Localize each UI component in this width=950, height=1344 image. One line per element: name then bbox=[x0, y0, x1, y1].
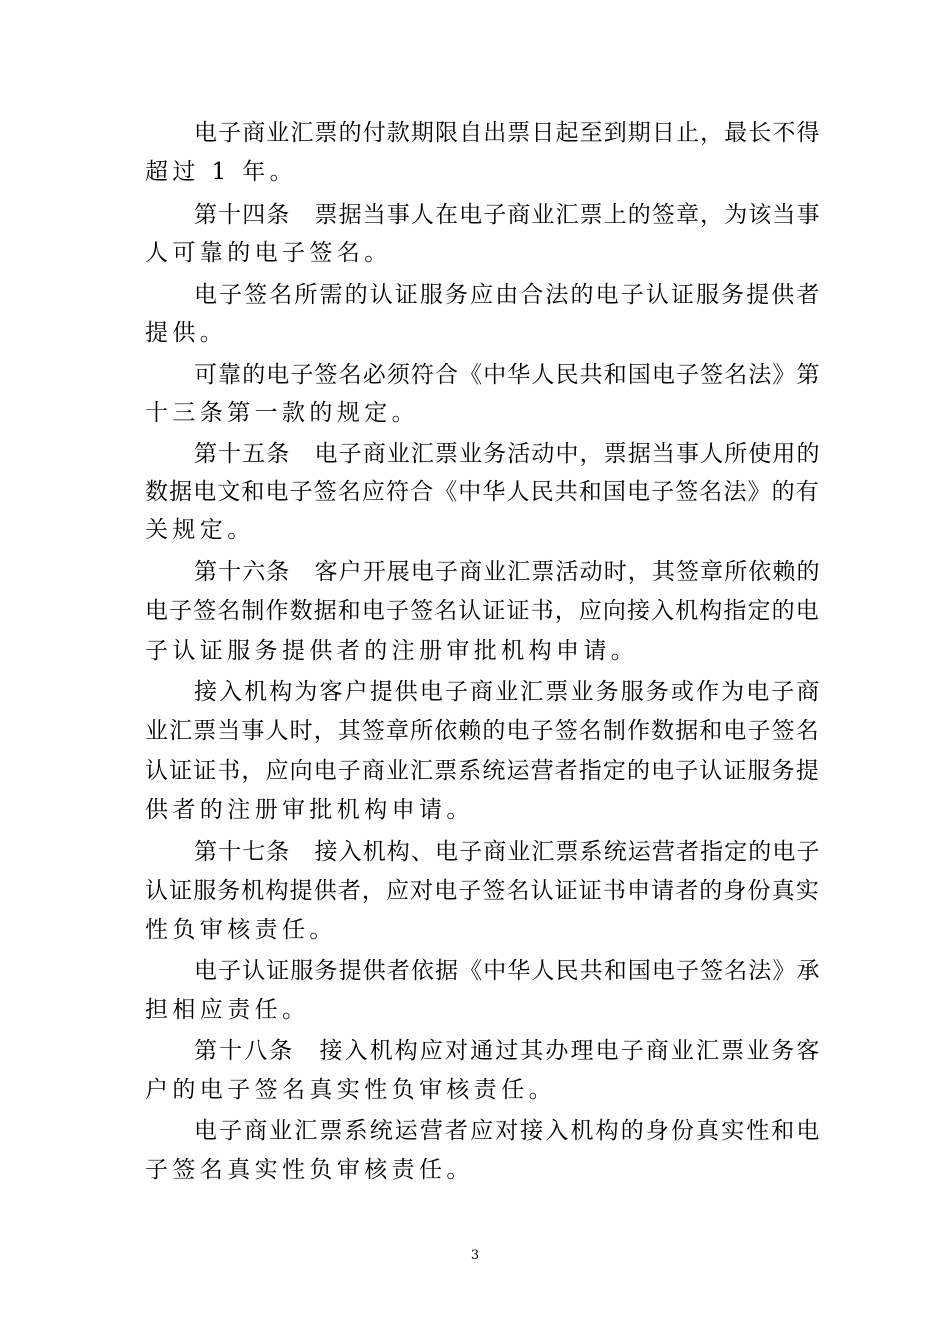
paragraph-line: 电子认证服务提供者依据《中华人民共和国电子签名法》承 bbox=[194, 958, 821, 984]
paragraph-line: 认证证书，应向电子商业汇票系统运营者指定的电子认证服务提 bbox=[145, 758, 820, 784]
paragraph-line: 供者的注册审批机构申请。 bbox=[145, 797, 474, 823]
paragraph-line: 认证服务机构提供者，应对电子签名认证证书申请者的身份真实 bbox=[145, 878, 820, 904]
paragraph-line: 子签名真实性负审核责任。 bbox=[145, 1157, 474, 1183]
paragraph-line: 第十四条 票据当事人在电子商业汇票上的签章，为该当事 bbox=[194, 202, 821, 228]
paragraph-line: 数据电文和电子签名应符合《中华人民共和国电子签名法》的有 bbox=[145, 479, 820, 505]
paragraph-line: 人可靠的电子签名。 bbox=[145, 240, 392, 266]
paragraph-line: 第十七条 接入机构、电子商业汇票系统运营者指定的电子 bbox=[194, 839, 821, 865]
paragraph-line: 电子签名所需的认证服务应由合法的电子认证服务提供者 bbox=[194, 282, 822, 308]
paragraph-line: 户的电子签名真实性负审核责任。 bbox=[145, 1077, 556, 1103]
paragraph-line: 电子签名制作数据和电子签名认证证书，应向接入机构指定的电 bbox=[145, 598, 820, 624]
paragraph-line: 十三条第一款的规定。 bbox=[145, 400, 419, 426]
paragraph-line: 业汇票当事人时，其签章所依赖的电子签名制作数据和电子签名 bbox=[145, 718, 820, 744]
paragraph-line: 接入机构为客户提供电子商业汇票业务服务或作为电子商 bbox=[194, 679, 822, 705]
page-number: 3 bbox=[470, 1248, 480, 1263]
paragraph-line: 电子商业汇票的付款期限自出票日起至到期日止，最长不得 bbox=[194, 120, 821, 146]
paragraph-line: 第十五条 电子商业汇票业务活动中，票据当事人所使用的 bbox=[194, 441, 821, 467]
paragraph-line: 子认证服务提供者的注册审批机构申请。 bbox=[145, 638, 639, 664]
paragraph-line: 担相应责任。 bbox=[145, 997, 310, 1023]
paragraph-line: 可靠的电子签名必须符合《中华人民共和国电子签名法》第 bbox=[194, 362, 821, 388]
paragraph-line: 性负审核责任。 bbox=[145, 917, 337, 943]
paragraph-line: 电子商业汇票系统运营者应对接入机构的身份真实性和电 bbox=[194, 1118, 822, 1144]
paragraph-line: 关规定。 bbox=[145, 517, 255, 543]
paragraph-line: 第十八条 接入机构应对通过其办理电子商业汇票业务客 bbox=[194, 1038, 822, 1064]
paragraph-line: 超过 1 年。 bbox=[145, 159, 298, 185]
paragraph-line: 提供。 bbox=[145, 320, 228, 346]
paragraph-line: 第十六条 客户开展电子商业汇票活动时，其签章所依赖的 bbox=[194, 559, 821, 585]
